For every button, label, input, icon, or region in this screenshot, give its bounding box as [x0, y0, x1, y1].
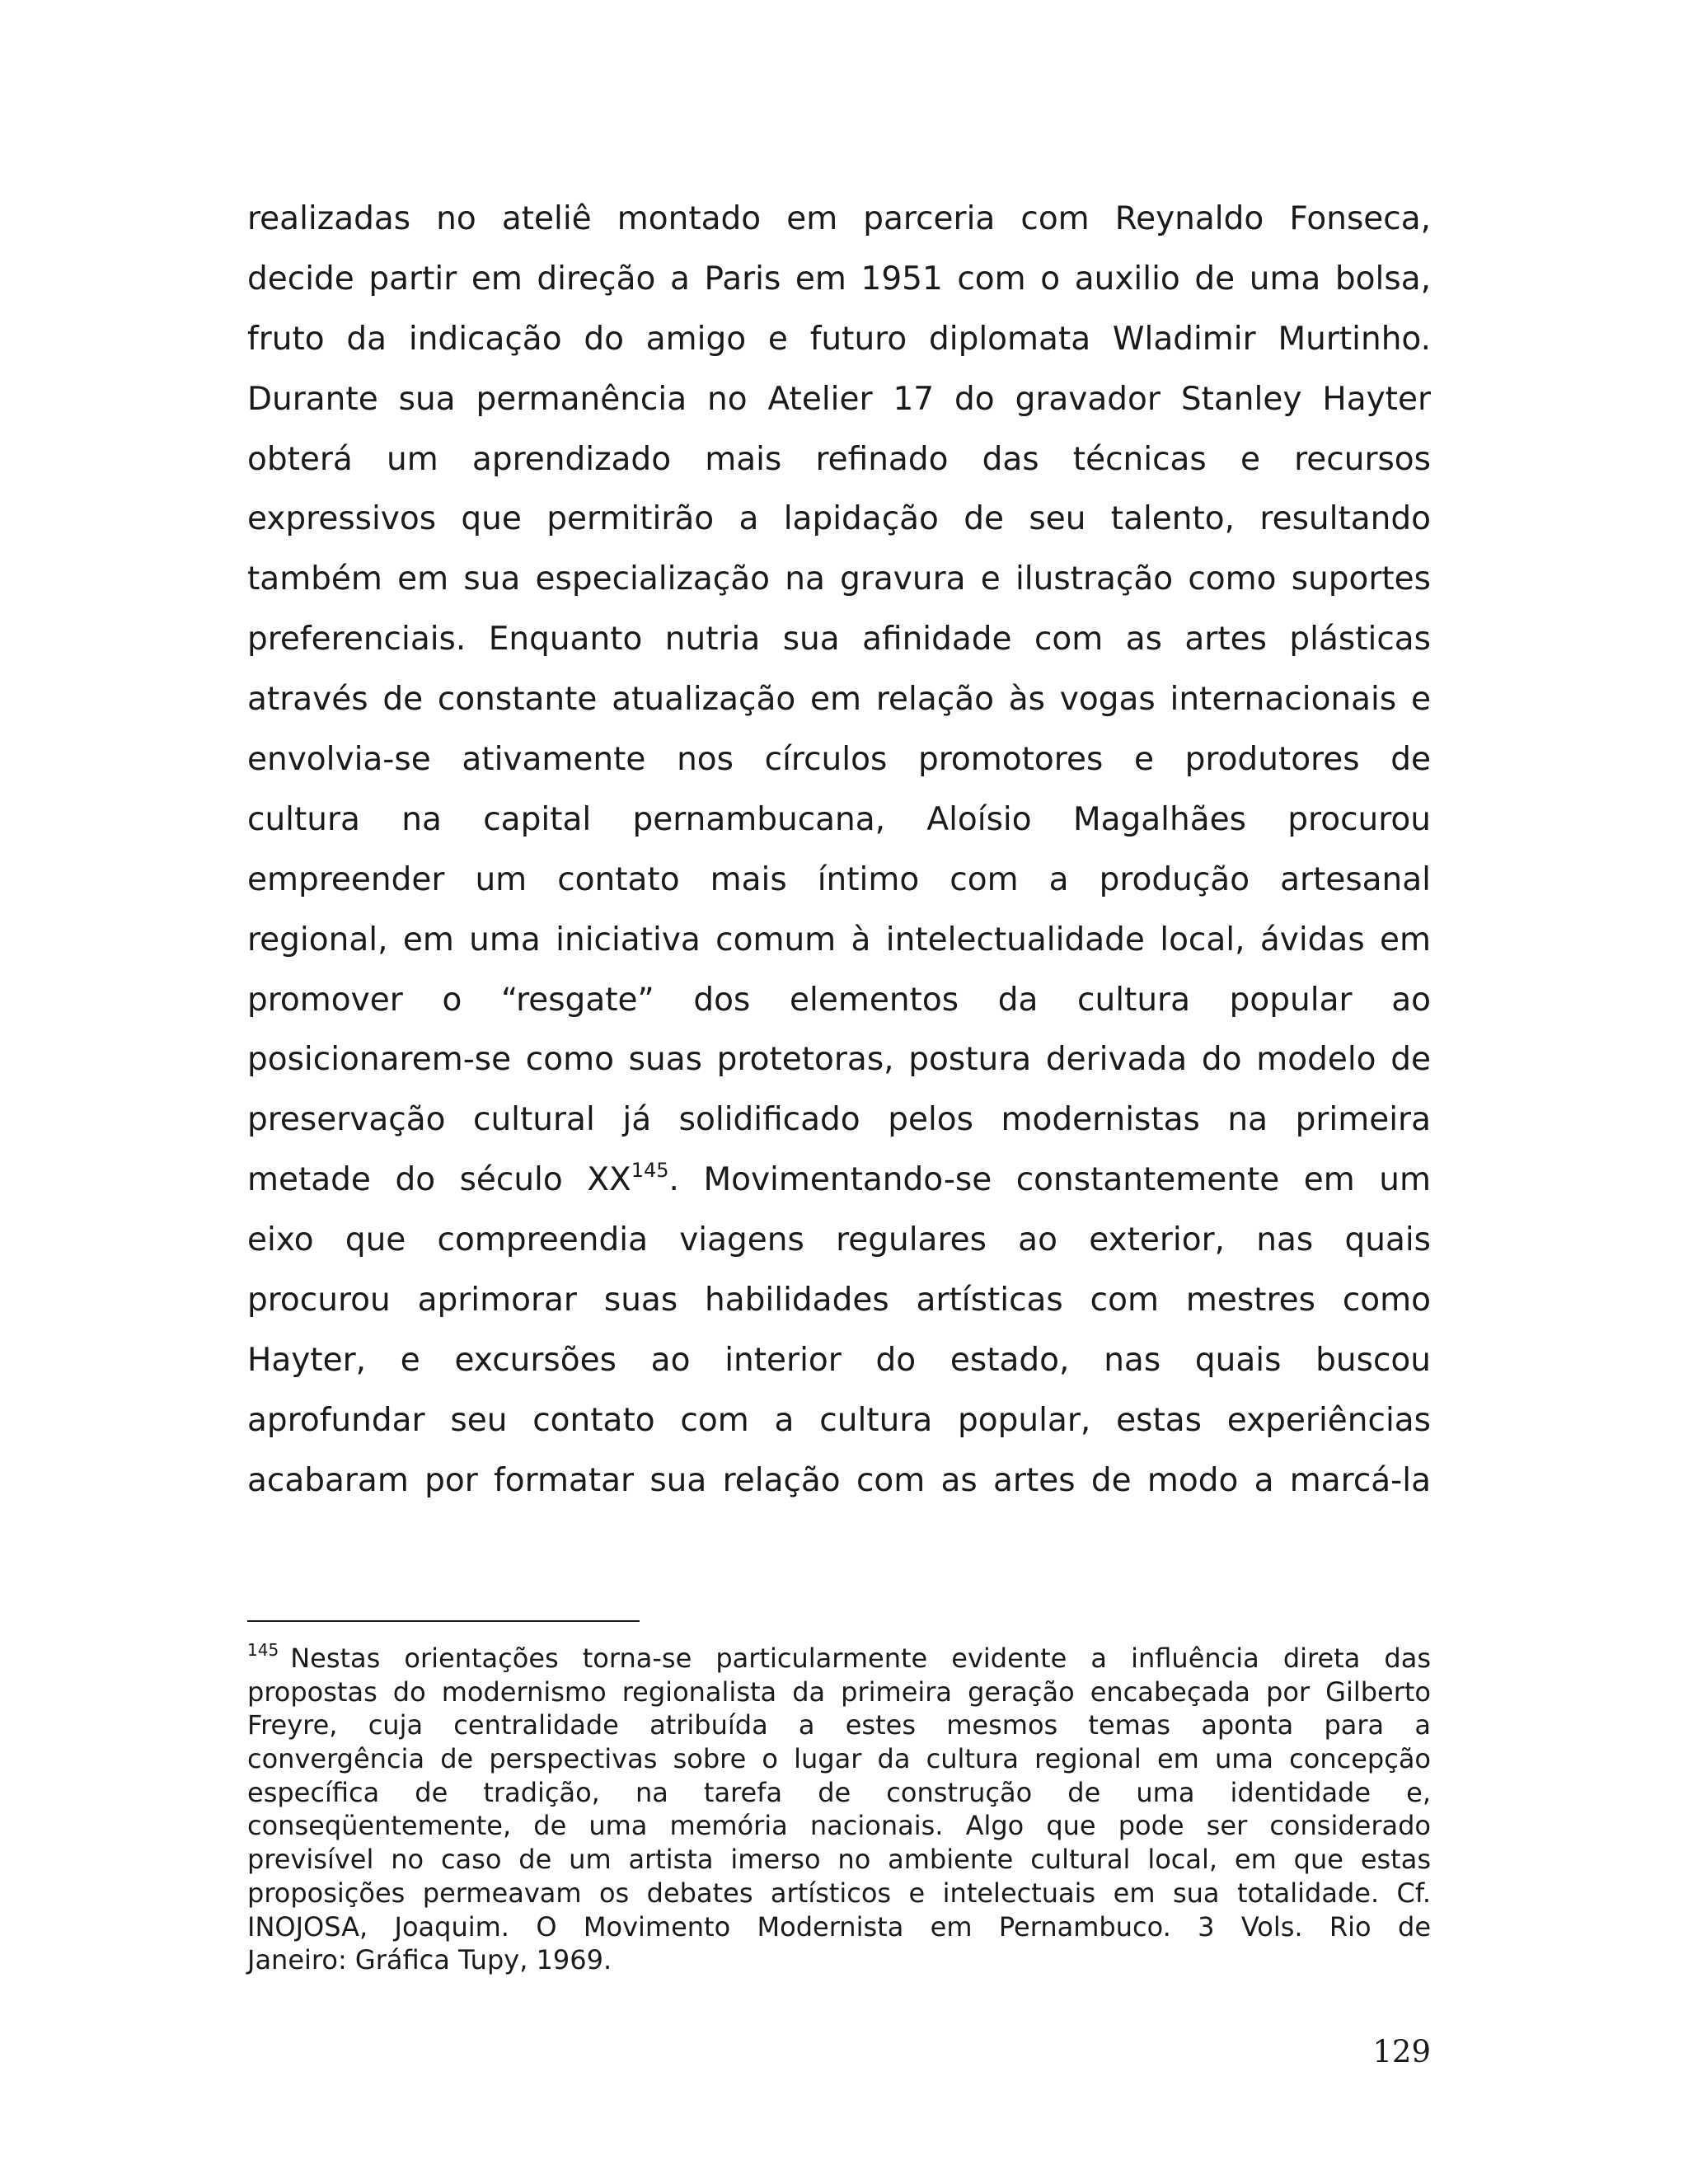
footnote-line: previsível no caso de um artista imerso no ambiente cultural local, em que estas — [247, 1844, 1431, 1876]
body-line: através de constante atualização em relação às vogas internacionais e — [247, 681, 1431, 719]
footnote-first-line — [247, 1642, 1431, 1675]
body-line: Durante sua permanência no Atelier 17 do gravador Stanley Hayter — [247, 380, 1431, 418]
body-line: fruto da indicação do amigo e futuro diplomata Wladimir Murtinho. — [247, 320, 1431, 358]
footnote-reference[interactable]: 145 — [631, 1159, 669, 1183]
body-line: regional, em uma iniciativa comum à intelectualidade local, ávidas em — [247, 921, 1431, 958]
footnote-number: 145 — [247, 1640, 279, 1660]
footnote-line: INOJOSA, Joaquim. O Movimento Modernista em Pernambuco. 3 Vols. Rio de — [247, 1910, 1431, 1943]
body-paragraph — [247, 190, 1431, 1511]
body-line: acabaram por formatar sua relação com as artes de modo a marcá-la — [247, 1461, 1431, 1499]
body-line: realizadas no ateliê montado em parceria com Reynaldo Fonseca, — [247, 200, 1431, 237]
body-line: expressivos que permitirão a lapidação de seu talento, resultando — [247, 500, 1431, 538]
body-line: promover o “resgate” dos elementos da cultura popular ao — [247, 981, 1431, 1019]
body-line: Hayter, e excursões ao interior do estado, nas quais buscou — [247, 1341, 1431, 1379]
footnote-line: convergência de perspectivas sobre o lugar da cultura regional em uma concepção — [247, 1743, 1431, 1775]
page-number: 129 — [1372, 2034, 1431, 2069]
body-line: posicionarem-se como suas protetoras, postura derivada do modelo de — [247, 1041, 1431, 1079]
body-line: obterá um aprendizado mais refinado das técnicas e recursos — [247, 440, 1431, 478]
footnote-line: proposições permeavam os debates artísticos e intelectuais em sua totalidade. Cf. — [247, 1877, 1431, 1909]
body-line: preferenciais. Enquanto nutria sua afinidade com as artes plásticas — [247, 621, 1431, 658]
body-line: aprofundar seu contato com a cultura popular, estas experiências — [247, 1401, 1431, 1439]
body-line: decide partir em direção a Paris em 1951 com o auxilio de uma bolsa, — [247, 260, 1431, 298]
body-line: envolvia-se ativamente nos círculos promotores e produtores de — [247, 741, 1431, 779]
footnote-line: propostas do modernismo regionalista da primeira geração encabeçada por Gilberto — [247, 1675, 1431, 1708]
footnote-line: específica de tradição, na tarefa de construção de uma identidade e, — [247, 1776, 1431, 1808]
footnote — [247, 1642, 1431, 1977]
footnote-line: Janeiro: Gráfica Tupy, 1969. — [247, 1944, 612, 1976]
body-line: também em sua especialização na gravura e ilustração como suportes — [247, 560, 1431, 598]
body-line-text-after-ref: . Movimentando-se constantemente em um — [668, 1161, 1431, 1199]
body-line: empreender um contato mais íntimo com a produção artesanal — [247, 860, 1431, 898]
body-line: eixo que compreendia viagens regulares ao exterior, nas quais — [247, 1221, 1431, 1259]
body-line: procurou aprimorar suas habilidades artísticas com mestres como — [247, 1282, 1431, 1319]
body-line-with-footnote-ref — [247, 1151, 1431, 1211]
footnote-line: Freyre, cuja centralidade atribuída a estes mesmos temas aponta para a — [247, 1709, 1431, 1741]
footnote-line: conseqüentemente, de uma memória nacionais. Algo que pode ser considerado — [247, 1810, 1431, 1842]
body-line-text-before-ref: metade do século XX — [247, 1161, 631, 1199]
body-line: preservação cultural já solidificado pelos modernistas na primeira — [247, 1101, 1431, 1139]
footnote-line-text: Nestas orientações torna-se particularmente evidente a influência direta das — [290, 1643, 1431, 1674]
footnote-separator — [247, 1620, 640, 1622]
body-line: cultura na capital pernambucana, Aloísio Magalhães procurou — [247, 800, 1431, 838]
